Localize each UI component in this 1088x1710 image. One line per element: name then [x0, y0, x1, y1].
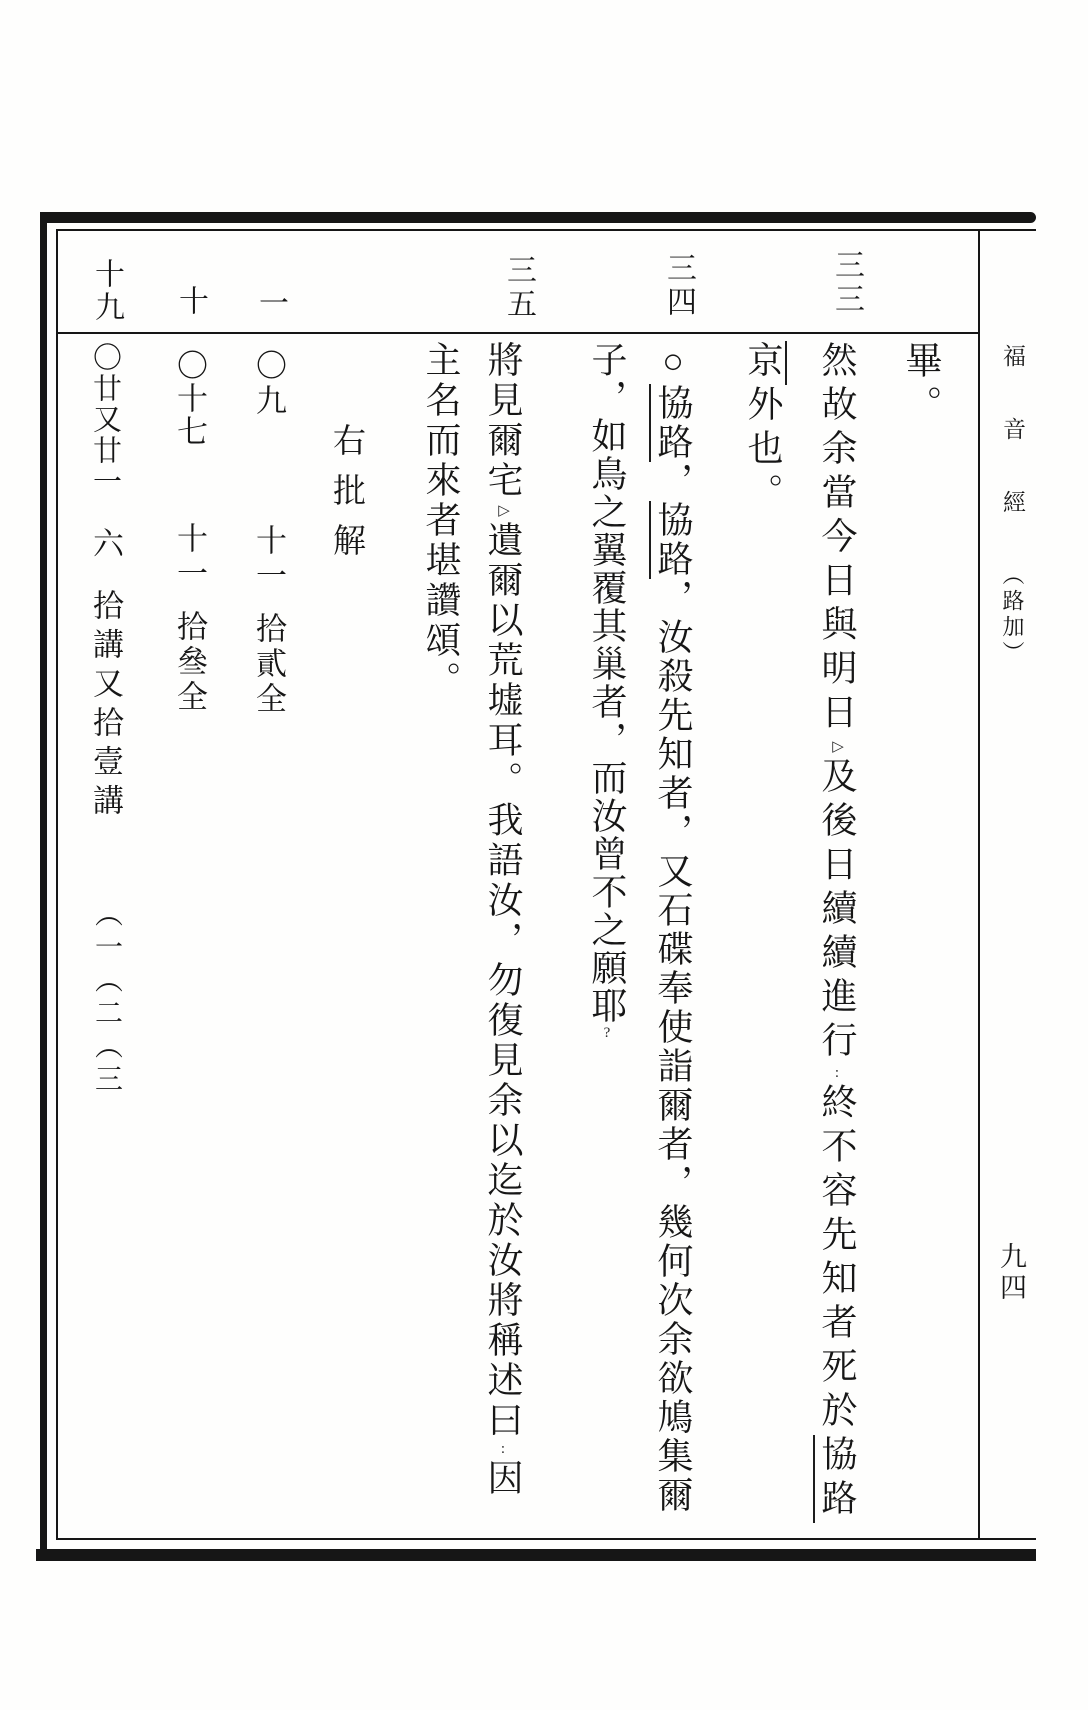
annotation-col2-group1: 〇十七	[172, 349, 207, 448]
verse-35-text-main	[485, 341, 521, 1499]
frame-left-thin-border	[56, 229, 58, 1540]
text-run: 因	[483, 1459, 523, 1499]
book-title-main: 福音經	[1000, 344, 1025, 563]
text-run: 終不容先知者死於	[817, 1083, 857, 1435]
verse-33-text-main	[819, 341, 855, 1523]
annotation-col3-group4: （一（二（三	[91, 899, 122, 1097]
text-run: ，	[653, 462, 693, 501]
page-number: 九四	[996, 1242, 1026, 1304]
text-run: 外也。	[743, 385, 783, 517]
text-run: 將見爾宅	[483, 341, 523, 501]
annotation-col2-group3: 拾叄全	[172, 610, 207, 715]
text-run: 主名而來者堪讚頌。	[421, 341, 461, 701]
verse-34-text-continued	[589, 341, 625, 1043]
annotation-col3-group3: 拾講又拾壹講	[88, 589, 123, 823]
verse-number-35: 三五	[502, 254, 535, 322]
verse-number-34: 三四	[662, 252, 695, 320]
text-run: ○	[653, 341, 693, 384]
verse-35-text-continued	[423, 341, 459, 701]
previous-verse-ending	[901, 341, 938, 429]
annotation-col1-group2: 十一	[251, 524, 286, 594]
text-run: 畢。	[899, 341, 940, 429]
annotation-header-1: 一	[254, 287, 287, 317]
annotation-mark: :	[829, 1065, 845, 1083]
annotation-col2-group2: 十一	[172, 522, 207, 592]
frame-bottom-thick-border	[36, 1549, 1036, 1561]
verse-33-text-continued	[745, 341, 781, 517]
annotation-col3-group2: 六	[88, 527, 123, 558]
frame-top-thick-border	[40, 212, 1036, 223]
text-run: 及後日續續進行	[817, 757, 857, 1065]
text-run: 遺爾以荒墟耳。我語汝，勿復見余以迄於汝將稱述曰	[483, 521, 523, 1441]
text-run: ，汝殺先知者，又石碟奉使詣爾者，幾何次余欲鳩集爾	[653, 579, 693, 1515]
proper-noun-run: 協路	[649, 384, 693, 462]
proper-noun-run: 協路	[813, 1435, 857, 1523]
annotation-col3-group1: 〇廿又廿一	[89, 342, 121, 497]
verse-number-33: 三三	[830, 249, 863, 317]
annotation-mark: :	[495, 1441, 511, 1459]
frame-bottom-thin-border	[56, 1538, 1036, 1540]
text-run: 子，如鳥之翼覆其巢者，而汝曾不之願耶	[587, 341, 627, 1025]
frame-left-thick-border	[40, 212, 47, 1560]
annotation-col1-group3: 拾貳全	[251, 612, 286, 717]
header-rule-line	[58, 332, 979, 334]
annotation-mark: ▷	[829, 737, 845, 757]
annotation-mark: ▷	[495, 501, 511, 521]
frame-top-thin-border	[56, 229, 1036, 231]
annotation-header-10: 十	[174, 285, 207, 315]
book-title-sub: （路加）	[1000, 563, 1025, 667]
verse-34-text-main	[655, 341, 691, 1515]
annotation-header-19: 十九	[90, 258, 123, 324]
proper-noun-run: 京	[743, 341, 787, 385]
annotation-section-title: 右批解	[328, 423, 364, 573]
annotation-col1-group1: 〇九	[251, 349, 286, 419]
proper-noun-run: 協路	[649, 501, 693, 579]
annotation-mark: ?	[599, 1025, 615, 1043]
margin-divider-line	[978, 229, 980, 1540]
text-run: 然故余當今日與明日	[817, 341, 857, 737]
book-title	[1001, 344, 1024, 667]
